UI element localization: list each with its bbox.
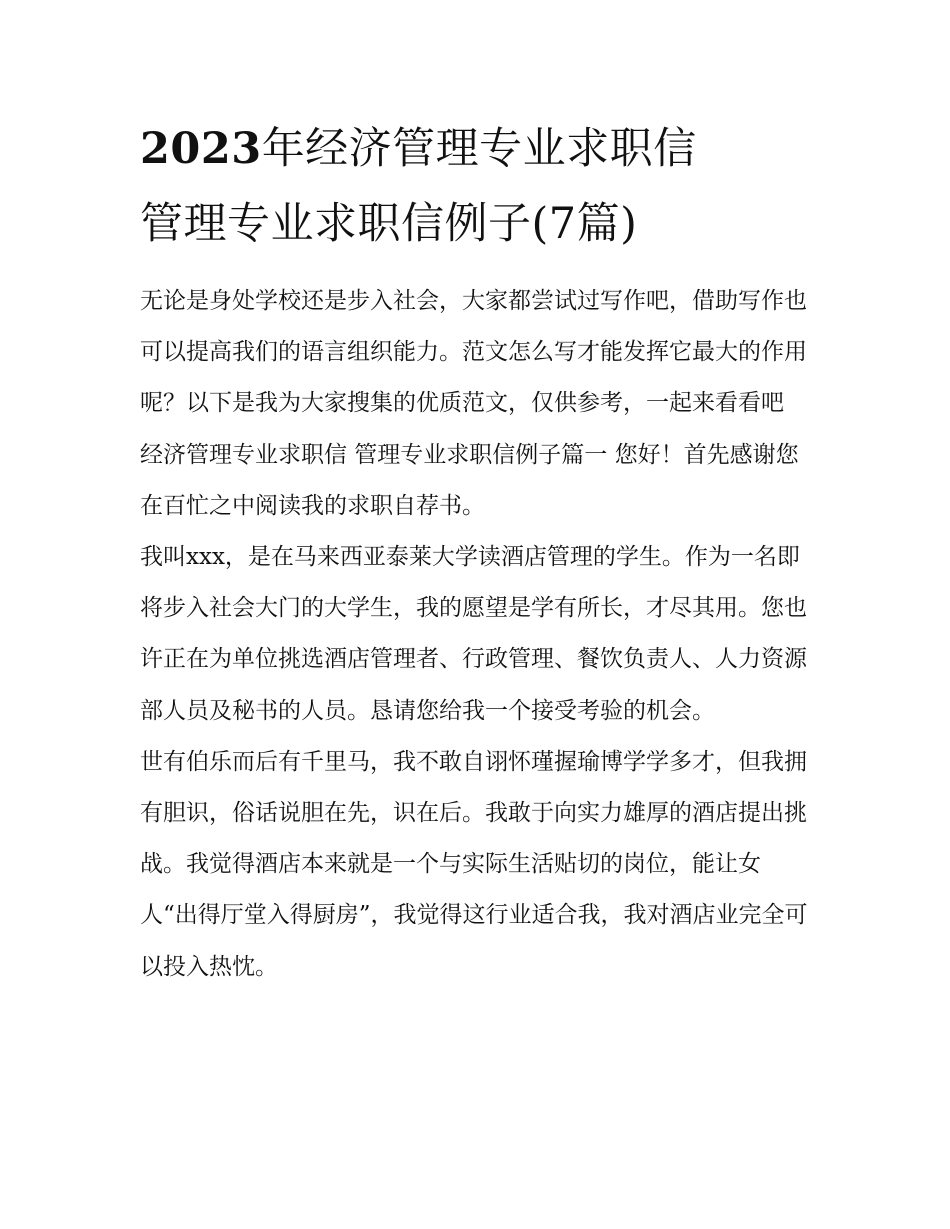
motivation-paragraph: 世有伯乐而后有千里马，我不敢自诩怀瑾握瑜博学学多才，但我拥有胆识，俗话说胆在先，识在后。我敢于向实力雄厚的酒店提出挑战。我觉得酒店本来就是一个与实际生活贴切的岗位，能让女人“出得厅堂入得厨房”，我觉得这行业适合我，我对酒店业完全可以投入热忱。 [140, 748, 808, 980]
self-introduction-paragraph: 我叫xxx，是在马来西亚泰莱大学读酒店管理的学生。作为一名即将步入社会大门的大学生，我的愿望是学有所长，才尽其用。您也许正在为单位挑选酒店管理者、行政管理、餐饮负责人、人力资源部人员及秘书的人员。恳请您给我一个接受考验的机会。 [140, 544, 807, 724]
title-line2: 管理专业求职信例子(7篇) [140, 199, 638, 249]
title-year: 2023 [140, 124, 262, 174]
greeting-paragraph: 经济管理专业求职信 管理专业求职信例子篇一 您好！首先感谢您在百忙之中阅读我的求职自荐书。 [140, 441, 799, 519]
document-page [140, 112, 812, 993]
title-line1-text: 年经济管理专业求职信 [261, 124, 697, 174]
intro-paragraph: 无论是身处学校还是步入社会，大家都尝试过写作吧，借助写作也可以提高我们的语言组织能力。范文怎么写才能发挥它最大的作用呢？以下是我为大家搜集的优质范文，仅供参考，一起来看看吧 [140, 288, 807, 417]
document-title [140, 112, 812, 262]
